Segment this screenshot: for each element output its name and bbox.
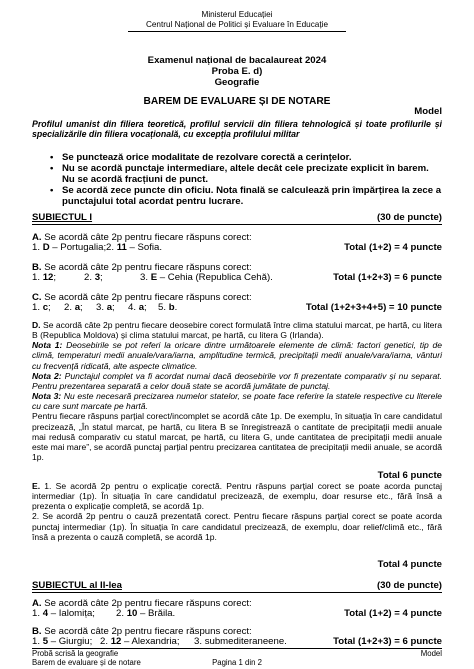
rule-item: • Se acordă zece puncte din oficiu. Nota finală se calculează prin împărțirea la zece a punctajului total acordat pentru lucrare. xyxy=(50,185,442,207)
rule-item: • Se punctează orice modalitate de rezolvare corectă a cerințelor. xyxy=(50,152,352,163)
s2-a-total: Total (1+2) = 4 puncte xyxy=(344,608,442,619)
answer-item: 1. 5 – Giurgiu; xyxy=(32,636,93,647)
subject2-title: SUBIECTUL al II-lea xyxy=(32,580,122,591)
answer-item: 1. D – Portugalia; xyxy=(32,242,107,253)
rules-list xyxy=(46,152,442,207)
answer-item: 1. c; xyxy=(32,302,51,313)
subject2-rule xyxy=(32,592,442,593)
barem-title: BAREM DE EVALUARE ȘI DE NOTARE xyxy=(143,96,331,107)
answer-item: 1. 4 – Ialomița; xyxy=(32,608,95,619)
s1-d-total: Total 6 puncte xyxy=(377,470,442,481)
s1-a-total: Total (1+2) = 4 puncte xyxy=(344,242,442,253)
footer-left-1: Probă scrisă la geografie xyxy=(32,649,119,658)
answer-item: 2. 3; xyxy=(84,272,103,283)
s2-b-total: Total (1+2+3) = 6 puncte xyxy=(333,636,442,647)
s1-e-block: E. 1. Se acordă 2p pentru o explicație corectă. Pentru răspuns parțial corect se poate acorda punctaj intermediar (1p). În situația în care candidatul precizează, de exemplu, doar resurse etc., fără însă a prezenta o explicație completă, se acordă 1p. 2. Se acordă 2p pentru o cauză prezentată corect. Pentru fiecare răspuns parțial corect se poate acorda punctaj intermediar (1p). În situația în care candidatul precizează, de exemplu, doar relief/climă etc., fără însă a prezenta o cauză completă, se acordă 1p. xyxy=(32,481,442,542)
s1-b-total: Total (1+2+3) = 6 puncte xyxy=(333,272,442,283)
answer-item: 2. 12 – Alexandria; xyxy=(100,636,180,647)
answer-item: 4. a; xyxy=(128,302,147,313)
s1-e-total: Total 4 puncte xyxy=(377,559,442,570)
exam-title: Examenul național de bacalaureat 2024 xyxy=(147,55,327,66)
answer-item: 3. submediteraneene. xyxy=(194,636,287,647)
document-page: Ministerul Educației Centrul Național de Politici și Evaluare în Educație Examenul național de bacalaureat 2024 Proba E. d) Geografie BAREM DE EVALUARE ȘI DE NOTARE Model Profilul umanist din filiera teoretică, profilul servicii din filiera tehnologică și toate profilurile și specializările din filiera vocațională, cu excepția profilului militar • Se punctează orice modalitate de rezolvare corectă a cerințelor. • Nu se acordă punctaje intermediare, altele decât cele precizate explicit în barem. Nu se acordă fracțiuni de punct. • Se acordă zece puncte din oficiu. Nota finală se calculează prin împărțirea la zece a punctajului total acordat pentru lucrare. SUBIECTUL I (30 de puncte) A. Se acordă câte 2p pentru fiecare răspuns corect: 1. D – Portugalia; 2. 11 – Sofia. Total (1+2) = 4 puncte B. Se acordă câte 2p pentru fiecare răspuns corect: 1. 12; 2. 3; 3. E – Cehia (Republica Cehă). Total (1+2+3) = 6 puncte C. Se acordă câte 2p pentru fiecare răspuns corect: 1. c; 2. a; 3. a; 4. a; 5. b. Total (1+2+3+4+5) = 10 puncte D. Se acordă câte 2p pentru fiecare deosebire corect formulată între clima statului marcat, pe hartă, cu litera B (Republica Moldova) și clima statului marcat, pe hartă, cu litera G (Irlanda). Nota 1: Deosebirile se pot referi la oricare dintre următoarele elemente de climă: factori genetici, tip de climă, temperaturi medii anuale/vara/iarna, amplitudine termică, precipitații medii anuale/vara/iarna, vânturi cu frecvență ridicată, alte aspecte climatice. Nota 2: Punctajul complet va fi acordat numai dacă deosebirile vor fi prezentate comparativ și nu separat. Pentru prezentarea separată a celor două state se acordă jumătate de punctaj. Nota 3: Nu este necesară precizarea numelor statelor, se poate face referire la statele respective cu literele cu care sunt marcate pe hartă. Pentru fiecare răspuns parțial corect/incomplet se acordă câte 1p. De exemplu, în situația în care candidatul precizează, „În statul marcat, pe hartă, cu litera B se înregistrează o cantitate de precipitații medii anuale mai redusă comparativ cu statul marcat, pe hartă, cu litera G, unde cantitatea de precipitații medii anuale este mai mare”, se acordă punctaj parțial pentru precizarea cantitatea de precipitații medii anuale, se acordă 1p. Total 6 puncte E. 1. Se acordă 2p pentru o explicație corectă. Pentru răspuns parțial corect se poate acorda punctaj intermediar (1p). În situația în care candidatul precizează, de exemplu, doar resurse etc., fără însă a prezenta o explicație completă, se acordă 1p. 2. Se acordă 2p pentru o cauză prezentată corect. Pentru fiecare răspuns parțial corect se poate acorda punctaj intermediar (1p). În situația în care candidatul precizează, de exemplu, doar relief/climă etc., fără însă a prezenta o cauză completă, se acordă 1p. Total 4 puncte SUBIECTUL al II-lea (30 de puncte) A. Se acordă câte 2p pentru fiecare răspuns corect: 1. 4 – Ialomița; 2. 10 – Brăila. Total (1+2) = 4 puncte B. Se acordă câte 2p pentru fiecare răspuns corect: 1. 5 – Giurgiu; 2. 12 – Alexandria; 3. submediteraneene. Total (1+2+3) = 6 puncte Probă scrisă la geografie Barem de evaluare și de notare Model Pagina 1 din 2 xyxy=(0,0,474,669)
answer-item: 1. 12; xyxy=(32,272,57,283)
footer-left-2: Barem de evaluare și de notare xyxy=(32,658,141,667)
footer-right: Model xyxy=(420,649,442,658)
subject1-header xyxy=(32,212,442,223)
subject-title: Geografie xyxy=(214,77,260,88)
rule-item: • Nu se acordă punctaje intermediare, altele decât cele precizate explicit în barem. Nu se acordă fracțiuni de punct. xyxy=(50,163,429,185)
test-title: Proba E. d) xyxy=(211,66,263,77)
answer-item: 2. a; xyxy=(64,302,83,313)
page-number: Pagina 1 din 2 xyxy=(212,658,262,667)
answer-item: 2. 10 – Brăila. xyxy=(116,608,176,619)
answer-item: 3. E – Cehia (Republica Cehă). xyxy=(140,272,273,283)
subject1-title: SUBIECTUL I xyxy=(32,212,93,223)
subject1-points: (30 de puncte) xyxy=(376,212,442,223)
answer-item: 3. a; xyxy=(96,302,115,313)
profile-text: Profilul umanist din filiera teoretică, profilul servicii din filiera tehnologică și toate profilurile și specializările din filiera vocațională, cu excepția profilului militar xyxy=(32,119,442,140)
model-label: Model xyxy=(414,106,442,117)
answer-item: 5. b. xyxy=(158,302,178,313)
ministry-name: Ministerul Educației xyxy=(201,10,273,19)
s1-d-block: D. Se acordă câte 2p pentru fiecare deosebire corect formulată între clima statului marcat, pe hartă, cu litera B (Republica Moldova) și clima statului marcat, pe hartă, cu litera G (Irlanda). Nota 1: Deosebirile se pot referi la oricare dintre următoarele elemente de climă: factori genetici, tip de climă, temperaturi medii anuale/vara/iarna, amplitudine termică, precipitații medii anuale/vara/iarna, vânturi cu frecvență ridicată, alte aspecte climatice. Nota 2: Punctajul complet va fi acordat numai dacă deosebirile vor fi prezentate comparativ și nu separat. Pentru prezentarea separată a celor două state se acordă jumătate de punctaj. Nota 3: Nu este necesară precizarea numelor statelor, se poate face referire la statele respective cu literele cu care sunt marcate pe hartă. Pentru fiecare răspuns parțial corect/incomplet se acordă câte 1p. De exemplu, în situația în care candidatul precizează, „În statul marcat, pe hartă, cu litera B se înregistrează o cantitate de precipitații medii anuale mai redusă comparativ cu statul marcat, pe hartă, cu litera G, unde cantitatea de precipitații medii anuale este mai mare”, se acordă punctaj parțial pentru precizarea cantitatea de precipitații medii anuale, se acordă 1p. xyxy=(32,320,442,463)
subject2-points: (30 de puncte) xyxy=(376,580,442,591)
header-rule xyxy=(128,31,346,32)
subject2-header xyxy=(32,580,442,591)
s1-c-total: Total (1+2+3+4+5) = 10 puncte xyxy=(305,302,442,313)
answer-item: 2. 11 – Sofia. xyxy=(106,242,163,253)
center-name: Centrul Național de Politici și Evaluare în Educație xyxy=(145,20,329,29)
subject1-rule xyxy=(32,224,442,225)
